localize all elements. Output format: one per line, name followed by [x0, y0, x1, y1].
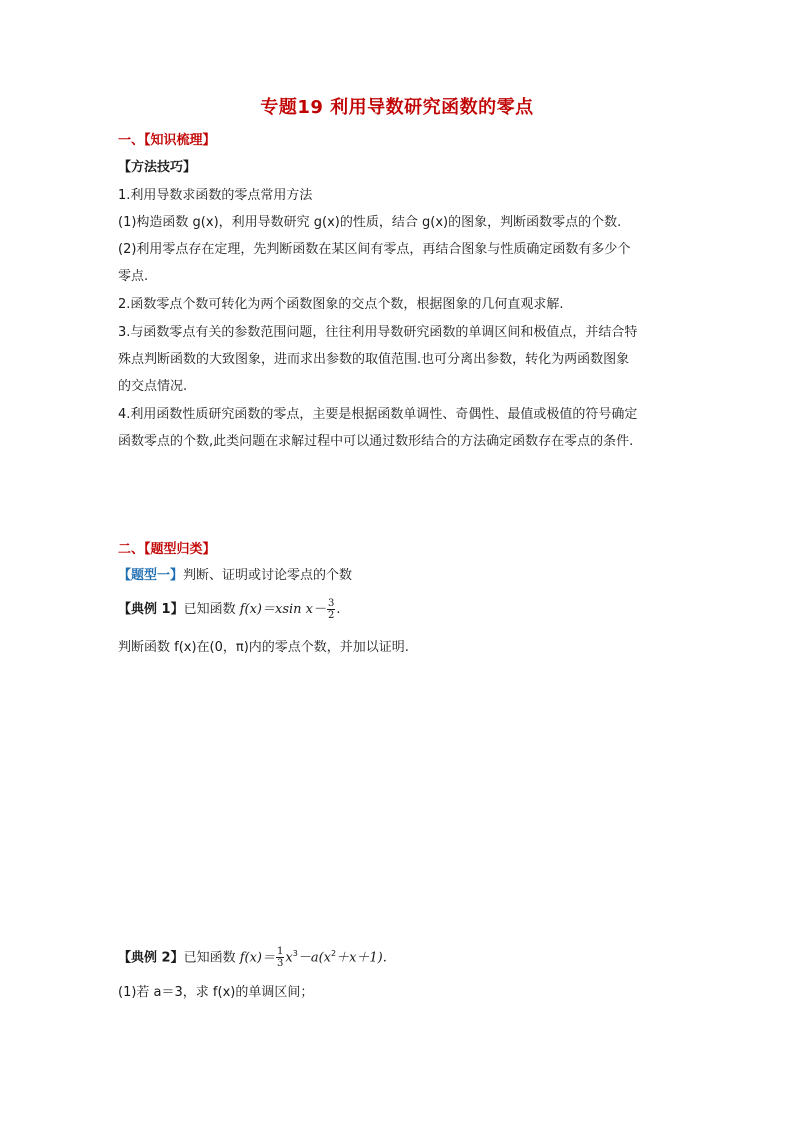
example2-fraction	[276, 946, 284, 969]
type1-heading	[118, 566, 352, 586]
example1-frac-num: 3	[328, 598, 335, 609]
example2-question1: (1)若 a＝3，求 f(x)的单调区间；	[118, 985, 314, 1000]
method-heading: 【方法技巧】	[118, 160, 197, 175]
method-1a: (1)构造函数 g(x)，利用导数研究 g(x)的性质，结合 g(x)的图象，判断函数零点的个数.	[118, 215, 622, 230]
example1-lead: 已知函数	[183, 602, 240, 617]
example1-formula: f(x)＝xsin x－	[239, 602, 327, 617]
method-3-line3: 的交点情况.	[118, 379, 188, 394]
example2-formula-c: －a(x	[297, 950, 331, 966]
method-2: 2.函数零点个数可转化为两个函数图象的交点个数，根据图象的几何直观求解.	[118, 297, 564, 312]
example2-frac-num: 1	[277, 946, 284, 958]
example1-question: 判断函数 f(x)在(0，π)内的零点个数，并加以证明.	[118, 640, 409, 655]
example2-tag: 【典例 2】	[118, 950, 184, 966]
example2-formula-b: x	[285, 950, 293, 966]
method-4-line1: 4.利用函数性质研究函数的零点，主要是根据函数单调性、奇偶性、最值或极值的符号确定	[118, 407, 638, 422]
section-knowledge-heading: 一、【知识梳理】	[118, 133, 216, 148]
type1-text: 判断、证明或讨论零点的个数	[183, 568, 353, 583]
method-4-line2: 函数零点的个数,此类问题在求解过程中可以通过数形结合的方法确定函数存在零点的条件.	[118, 434, 634, 449]
method-3-line2: 殊点判断函数的大致图象，进而求出参数的取值范围.也可分离出参数，转化为两函数图象	[118, 352, 630, 367]
example2-lead: 已知函数	[183, 950, 240, 966]
method-1b-line1: (2)利用零点存在定理，先判断函数在某区间有零点，再结合图象与性质确定函数有多少个	[118, 242, 631, 257]
example1-statement	[118, 598, 341, 621]
example2-statement	[118, 944, 387, 969]
method-3-line1: 3.与函数零点有关的参数范围问题，往往利用导数研究函数的单调区间和极值点，并结合特	[118, 325, 638, 340]
example1-frac-den: 2	[328, 610, 335, 621]
method-1: 1.利用导数求函数的零点常用方法	[118, 188, 313, 203]
example2-exp-b: 3	[292, 949, 298, 958]
example2-exp-c: 2	[330, 949, 337, 958]
example1-tail: .	[336, 602, 341, 617]
type1-tag: 【题型一】	[118, 568, 184, 583]
example2-formula-a: f(x)＝	[239, 950, 276, 966]
example2-formula-d: ＋x＋1).	[336, 950, 387, 966]
example1-fraction	[327, 598, 335, 621]
example1-tag: 【典例 1】	[118, 602, 184, 617]
method-1b-line2: 零点.	[118, 269, 149, 284]
example2-frac-den: 3	[277, 958, 284, 970]
page-title: 专题19 利用导数研究函数的零点	[260, 97, 534, 118]
section-types-heading: 二、【题型归类】	[118, 542, 216, 557]
